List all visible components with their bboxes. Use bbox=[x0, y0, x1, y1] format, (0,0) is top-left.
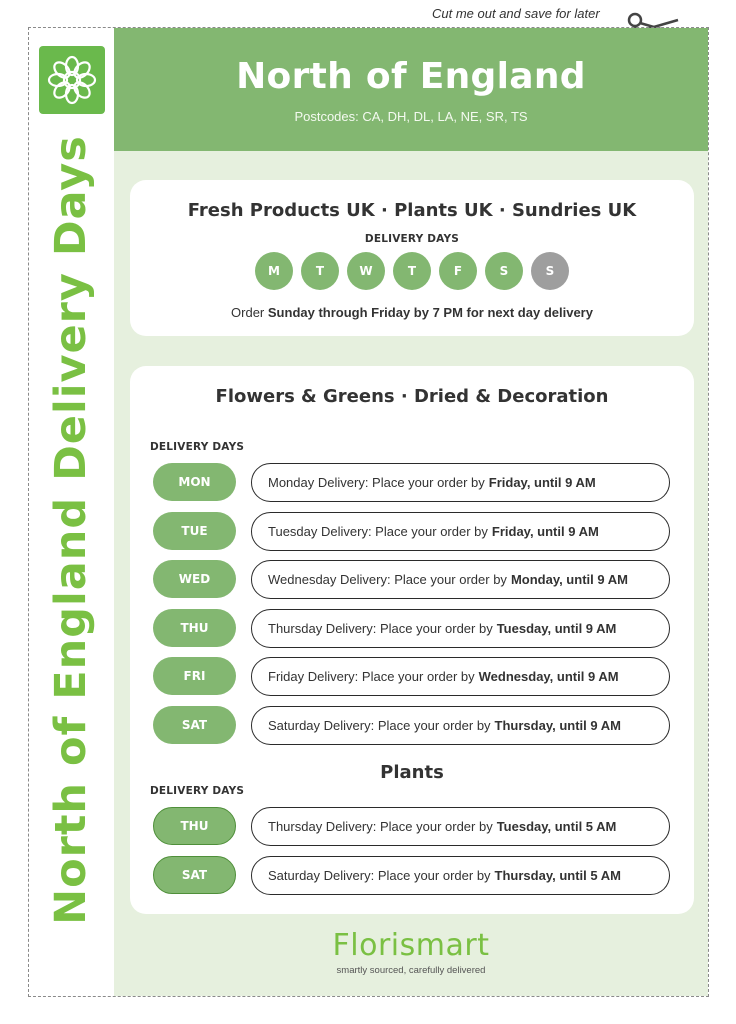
schedule-row bbox=[153, 807, 673, 847]
day-circle: S bbox=[485, 252, 523, 290]
day-circle: M bbox=[255, 252, 293, 290]
order-deadline: Thursday Delivery: Place your order by Tuesday, until 5 AM bbox=[251, 807, 670, 846]
day-pill: THU bbox=[153, 807, 236, 845]
brand-tagline: smartly sourced, carefully delivered bbox=[336, 965, 486, 976]
order-note: Order Sunday through Friday by 7 PM for next day delivery bbox=[231, 305, 593, 320]
plants-title: Plants bbox=[380, 762, 444, 783]
delivery-days-label: DELIVERY DAYS bbox=[364, 233, 460, 245]
fresh-products-title: Fresh Products UK · Plants UK · Sundries UK bbox=[187, 200, 637, 221]
day-pill: MON bbox=[153, 463, 236, 501]
plants-schedule bbox=[153, 807, 673, 904]
schedule-row bbox=[153, 856, 673, 896]
delivery-days-label: DELIVERY DAYS bbox=[150, 441, 245, 453]
day-pill: WED bbox=[153, 560, 236, 598]
schedule-row bbox=[153, 657, 673, 697]
main-panel bbox=[114, 28, 708, 996]
day-pill: THU bbox=[153, 609, 236, 647]
day-pill: FRI bbox=[153, 657, 236, 695]
postcodes: Postcodes: CA, DH, DL, LA, NE, SR, TS bbox=[294, 109, 528, 124]
brand-logo: Florismart bbox=[332, 928, 490, 963]
order-deadline: Saturday Delivery: Place your order by Thursday, until 9 AM bbox=[251, 706, 670, 745]
day-circle: T bbox=[393, 252, 431, 290]
schedule-row bbox=[153, 706, 673, 746]
day-pill: SAT bbox=[153, 706, 236, 744]
order-deadline: Thursday Delivery: Place your order by Tuesday, until 9 AM bbox=[251, 609, 670, 648]
page-title: North of England bbox=[236, 56, 586, 97]
flowers-card bbox=[130, 366, 694, 914]
delivery-days-row bbox=[130, 252, 694, 290]
flowers-schedule bbox=[153, 463, 673, 754]
flowers-title: Flowers & Greens · Dried & Decoration bbox=[215, 386, 609, 407]
day-circle: S bbox=[531, 252, 569, 290]
fresh-products-card bbox=[130, 180, 694, 336]
sidebar-title: North of England Delivery Days bbox=[46, 135, 96, 925]
schedule-row bbox=[153, 560, 673, 600]
sidebar bbox=[29, 28, 114, 996]
day-circle: F bbox=[439, 252, 477, 290]
order-deadline: Wednesday Delivery: Place your order by Monday, until 9 AM bbox=[251, 560, 670, 599]
schedule-row bbox=[153, 512, 673, 552]
order-deadline: Monday Delivery: Place your order by Friday, until 9 AM bbox=[251, 463, 670, 502]
day-circle: T bbox=[301, 252, 339, 290]
order-deadline: Saturday Delivery: Place your order by Thursday, until 5 AM bbox=[251, 856, 670, 895]
cut-note: Cut me out and save for later bbox=[432, 6, 600, 21]
florismart-knot-icon bbox=[39, 46, 105, 114]
order-deadline: Tuesday Delivery: Place your order by Friday, until 9 AM bbox=[251, 512, 670, 551]
cutout-frame bbox=[28, 27, 709, 997]
schedule-row bbox=[153, 463, 673, 503]
delivery-days-label: DELIVERY DAYS bbox=[150, 785, 245, 797]
day-pill: TUE bbox=[153, 512, 236, 550]
schedule-row bbox=[153, 609, 673, 649]
header bbox=[114, 28, 708, 151]
brand-footer bbox=[114, 928, 708, 976]
day-circle: W bbox=[347, 252, 385, 290]
order-deadline: Friday Delivery: Place your order by Wednesday, until 9 AM bbox=[251, 657, 670, 696]
day-pill: SAT bbox=[153, 856, 236, 894]
